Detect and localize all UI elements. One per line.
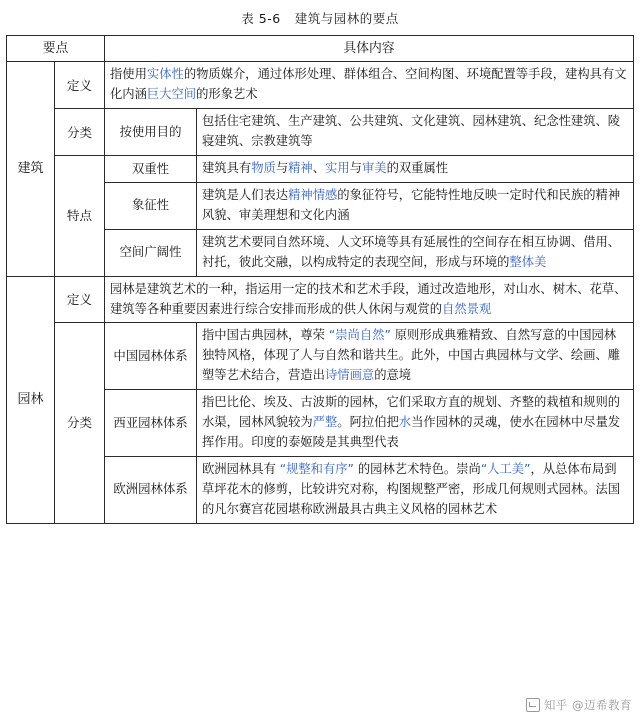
subcategory-dingyi-yuanlin: 定义	[55, 276, 105, 323]
main-table	[6, 35, 634, 524]
row-key-zhongguoyuanlintixi: 中国园林体系	[105, 323, 197, 390]
content-cell: 指使用实体性的物质媒介，通过体形处理、群体组合、空间构图、环境配置等手段，建构具有文化内涵巨大空间的形象艺术	[105, 62, 634, 109]
content-cell: 园林是建筑艺术的一种，指运用一定的技术和艺术手段，通过改造地形，对山水、树木、花草、建筑等各种重要因素进行综合安排而形成的供人休闲与观赏的自然景观	[105, 276, 634, 323]
row-key-xiyayuanlintixi: 西亚园林体系	[105, 390, 197, 457]
content-cell: 建筑是人们表达精神情感的象征符号，它能特性地反映一定时代和民族的精神风貌、审美理想和文化内涵	[197, 182, 634, 229]
content-cell: 指中国古典园林，尊荣 “崇尚自然” 原则形成典雅精致、自然写意的中国园林独特风格，体现了人与自然和谐共生。此外，中国古典园林与文学、绘画、雕塑等艺术结合，营造出诗情画意的意境	[197, 323, 634, 390]
content-cell: 包括住宅建筑、生产建筑、公共建筑、文化建筑、园林建筑、纪念性建筑、陵寝建筑、宗教建筑等	[197, 109, 634, 156]
subcategory-tedian: 特点	[55, 156, 105, 277]
table-caption	[0, 0, 640, 35]
table-header-row	[7, 36, 634, 62]
row-key-ouzhouyuanlintixi: 欧洲园林体系	[105, 456, 197, 523]
row-key-kongjianguangkuoxing: 空间广阔性	[105, 229, 197, 276]
category-jianzhu: 建筑	[7, 62, 55, 276]
content-cell: 欧洲园林具有 “规整和有序” 的园林艺术特色。崇尚“人工美”，从总体布局到草坪花木的修剪，比较讲究对称，构图规整严密，形成几何规则式园林。法国的凡尔赛宫花园堪称欧洲最具古典主义风格的园林艺术	[197, 456, 634, 523]
watermark-text: 知乎 @迈希教育	[543, 698, 632, 712]
category-yuanlin: 园林	[7, 276, 55, 523]
watermark	[526, 697, 632, 713]
caption-number: 表 5-6	[241, 11, 281, 26]
caption-title: 建筑与园林的要点	[294, 11, 399, 26]
table-row	[7, 156, 634, 183]
subcategory-fenlei-yuanlin: 分类	[55, 323, 105, 523]
table-row	[7, 109, 634, 156]
header-cell-key: 要点	[7, 36, 105, 62]
table-row	[7, 276, 634, 323]
content-cell: 建筑具有物质与精神、实用与审美的双重属性	[197, 156, 634, 183]
row-key-xiangzhengxing: 象征性	[105, 182, 197, 229]
zhihu-logo-icon	[526, 698, 540, 712]
subcategory-fenlei: 分类	[55, 109, 105, 156]
row-key-anshiyongmudi: 按使用目的	[105, 109, 197, 156]
content-cell: 指巴比伦、埃及、古波斯的园林，它们采取方直的规划、齐整的栽植和规则的水渠，园林风貌较为严整。阿拉伯把水当作园林的灵魂，使水在园林中尽量发挥作用。印度的泰姬陵是其典型代表	[197, 390, 634, 457]
subcategory-dingyi: 定义	[55, 62, 105, 109]
table-row	[7, 323, 634, 390]
header-cell-content: 具体内容	[105, 36, 634, 62]
table-row	[7, 62, 634, 109]
content-cell: 建筑艺术要同自然环境、人文环境等具有延展性的空间存在相互协调、借用、衬托，彼此交融，以构成特定的表现空间，形成与环境的整体美	[197, 229, 634, 276]
row-key-shuangzhongxing: 双重性	[105, 156, 197, 183]
